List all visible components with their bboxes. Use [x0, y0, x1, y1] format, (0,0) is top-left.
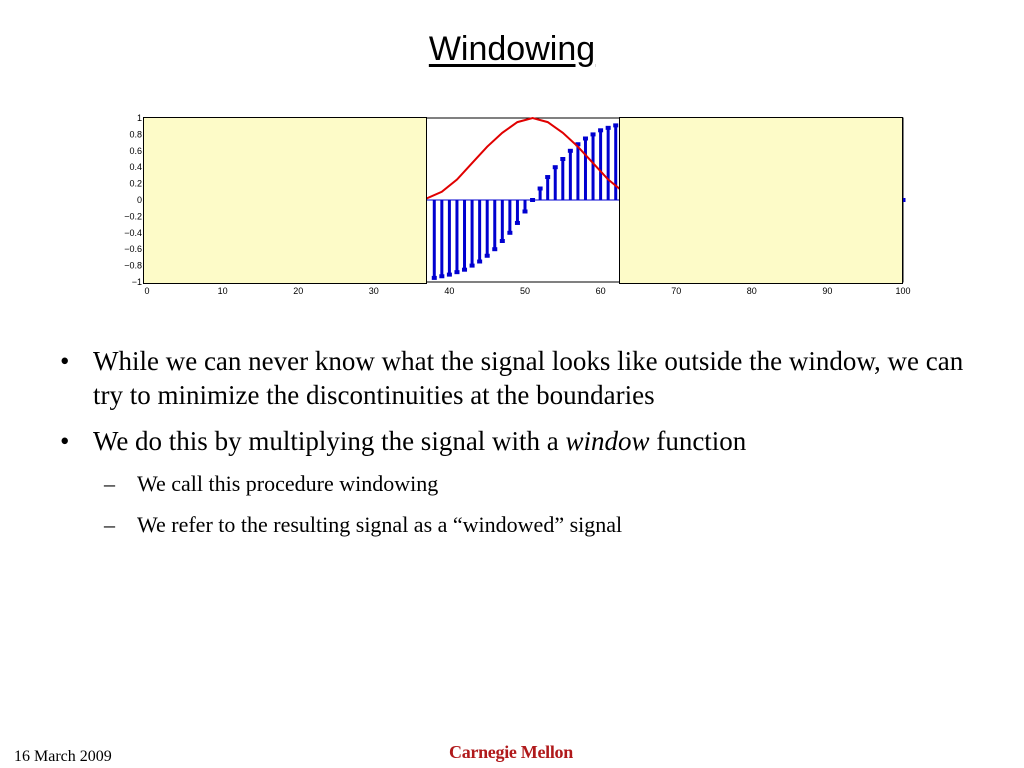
x-tick-label: 80 [746, 286, 757, 296]
stem-marker [591, 132, 596, 136]
y-tick-label: 0.8 [129, 129, 142, 140]
sub-bullet-2: – We refer to the resulting signal as a “windowed” signal [60, 511, 990, 540]
cmu-logo: Carnegie Mellon [449, 742, 573, 762]
bullet-2 [60, 425, 990, 459]
stem-marker [606, 126, 611, 130]
slide-title: Windowing [428, 30, 596, 68]
stem-marker [470, 264, 475, 268]
y-tick-label: 0 [136, 195, 142, 205]
x-tick-label: 90 [822, 286, 833, 296]
bullet-1: • While we can never know what the signal looks like outside the window, we can try to minimize the discontinuities at the boundaries [60, 345, 990, 413]
stem-marker [560, 157, 565, 161]
stem-marker [530, 198, 535, 202]
footer-date: 16 March 2009 [14, 748, 112, 765]
right-cover-box [619, 117, 903, 284]
stem-marker [568, 149, 573, 153]
stem-marker [553, 165, 558, 169]
stem-marker [598, 128, 603, 132]
bullet-2-text-after: function [649, 425, 747, 456]
stem-marker [477, 260, 482, 264]
x-tick-labels [144, 286, 910, 296]
y-tick-label: −0.8 [124, 260, 142, 271]
x-tick-label: 100 [895, 286, 911, 296]
y-tick-label: 0.2 [129, 178, 142, 189]
y-tick-label: −0.6 [124, 244, 142, 255]
x-tick-label: 0 [144, 286, 150, 296]
x-tick-label: 20 [293, 286, 304, 296]
stem-marker [439, 274, 444, 278]
stem-marker [523, 209, 528, 213]
stem-marker [462, 268, 467, 272]
stem-marker [583, 137, 588, 141]
x-tick-label: 70 [671, 286, 682, 296]
stem-marker [447, 273, 452, 277]
y-tick-label: −0.2 [124, 211, 142, 222]
x-tick-label: 40 [444, 286, 455, 296]
y-tick-label: −0.4 [124, 227, 142, 238]
stem-marker [485, 254, 490, 258]
stem-marker [613, 123, 618, 127]
y-tick-label: −1 [131, 277, 142, 287]
left-cover-box [143, 117, 427, 284]
bullet-2-emphasis: window [565, 425, 650, 456]
sub-bullet-1: – We call this procedure windowing [60, 470, 990, 499]
stem-marker [545, 175, 550, 179]
y-tick-labels [124, 113, 142, 287]
stem-marker [538, 187, 543, 191]
y-tick-label: 1 [136, 113, 142, 123]
stem-marker [454, 270, 459, 274]
bullet-2-text-before: We do this by multiplying the signal with a [93, 425, 566, 456]
stem-marker [515, 221, 520, 225]
x-tick-label: 30 [368, 286, 379, 296]
x-tick-label: 50 [519, 286, 531, 296]
bullet-list [60, 345, 990, 551]
stem-marker [492, 247, 497, 251]
y-tick-label: 0.4 [129, 162, 142, 173]
x-tick-label: 60 [595, 286, 606, 296]
stem-marker [432, 276, 437, 280]
stem-marker [507, 231, 512, 235]
x-tick-label: 10 [217, 286, 228, 296]
stem-marker [500, 239, 505, 243]
y-tick-label: 0.6 [129, 145, 142, 156]
